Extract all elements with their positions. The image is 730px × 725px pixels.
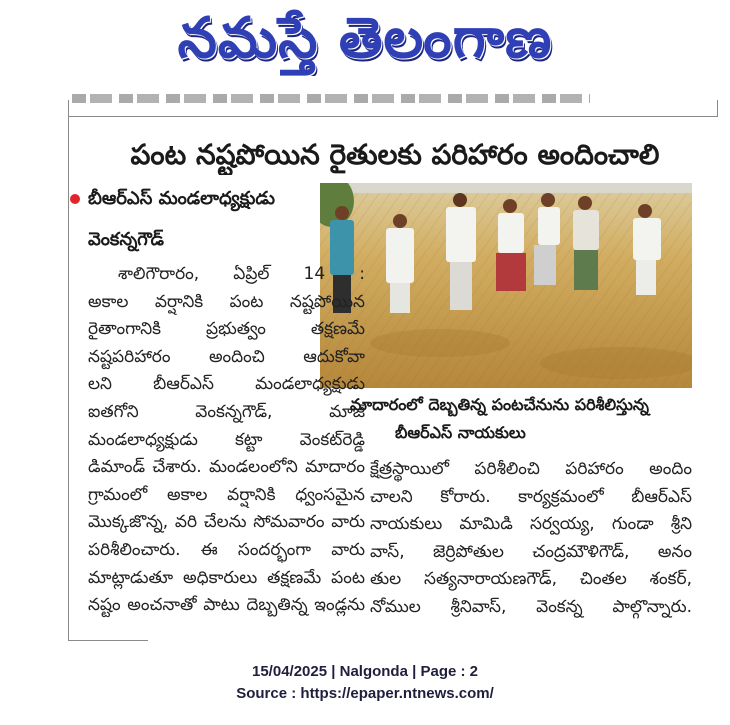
body-text-line: లని బీఆర్ఎస్ మండలాధ్యక్షుడు (88, 374, 365, 395)
body-text-line: అకాల వర్షానికి పంట నష్టపోయిన (88, 291, 365, 312)
body-text-line: నాయకులు మామిడి సర్వయ్య, గుండా శ్రీని (370, 514, 692, 535)
person-figure (386, 214, 414, 313)
body-text-line: ఐతగోని వెంకన్నగౌడ్, మాజీ (88, 401, 365, 422)
body-text-line: నోముల శ్రీనివాస్, వెంకన్న పాల్గొన్నారు. (370, 596, 692, 617)
body-text-line: మండలాధ్యక్షుడు కట్టా వెంకట్‌రెడ్డి (88, 429, 365, 450)
body-text-line: నష్టం అంచనాతో పాటు దెబ్బతిన్న ఇండ్లను (88, 595, 365, 616)
person-figure (573, 196, 599, 290)
masthead-title: నమస్తే తెలంగాణ (177, 6, 553, 71)
article-border-left (68, 100, 69, 640)
body-text-line: రైతాంగానికి ప్రభుత్వం తక్షణమే (88, 319, 365, 340)
left-column (88, 261, 365, 620)
body-text-line: మొక్కజొన్న, వరి చేలను సోమవారం వారు (88, 512, 365, 533)
body-text-line: తుల సత్యనారాయణగౌడ్, చింతల శంకర్, (370, 569, 692, 590)
body-text-line: చాలని కోరారు. కార్యక్రమంలో బీఆర్ఎస్ (370, 486, 692, 507)
person-figure (446, 193, 476, 310)
article-headline: పంట నష్టపోయిన రైతులకు పరిహారం అందించాలి (130, 138, 660, 171)
article-border-bottom (68, 640, 148, 641)
photo-caption-line: బీఆర్ఎస్ నాయకులు (395, 423, 526, 442)
body-text-line: పరిశీలించారు. ఈ సందర్భంగా వారు (88, 539, 365, 560)
body-text-line: క్షేత్రస్థాయిలో పరిశీలించి పరిహారం అందిం (370, 459, 692, 479)
body-text-line: గ్రామంలో అకాల వర్షానికి ధ్వంసమైన (88, 484, 365, 505)
footer-edition-line: 15/04/2025 | Nalgonda | Page : 2 (252, 663, 478, 680)
article-border-tick (717, 100, 718, 116)
article-subheading-line: వెంకన్నగౌడ్ (88, 229, 164, 250)
body-text-line: వాస్, జెర్రిపోతుల చంద్రమౌళిగౌడ్, అనం (370, 541, 692, 562)
clipped-text-fragment (72, 94, 590, 103)
article-border-top (68, 116, 718, 117)
dateline: శాలిగౌరారం, ఏప్రిల్ 14 : (118, 264, 365, 284)
right-column (370, 456, 692, 622)
footer-source-line: Source : https://epaper.ntnews.com/ (236, 685, 494, 702)
body-text-line: నష్టపరిహారం అందించి ఆదుకోవా (88, 346, 365, 367)
article-photo (320, 183, 692, 388)
body-text-line: మాట్లాడుతూ అధికారులు తక్షణమే పంట (88, 567, 365, 588)
body-text-line: డిమాండ్ చేశారు. మండలంలోని మాదారం (88, 457, 365, 478)
photo-caption-line: మాదారంలో దెబ్బతిన్న పంటచేనును పరిశీలిస్తున్న (350, 395, 649, 414)
article-subheading-line: బీఆర్ఎస్ మండలాధ్యక్షుడు (88, 188, 275, 209)
bullet-dot (70, 194, 80, 204)
